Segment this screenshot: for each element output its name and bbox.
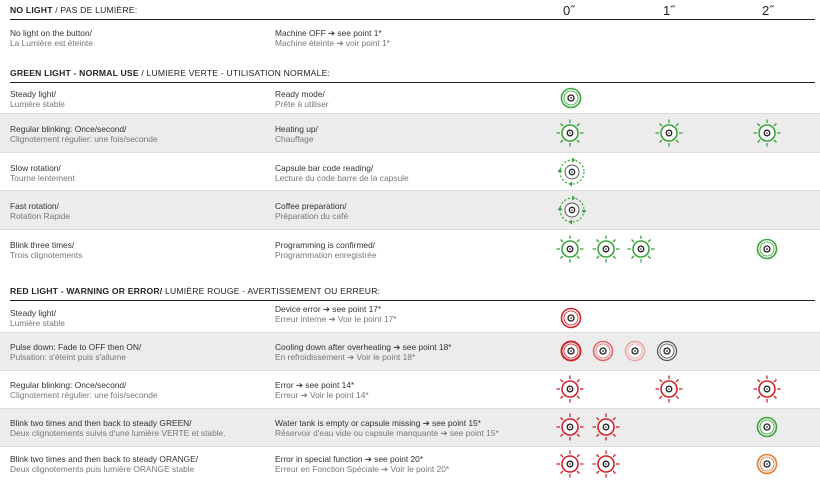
time-0-label: 0˝ [563, 3, 575, 18]
divider [0, 152, 820, 153]
row-meaning: Cooling down after overheating ➔ see point 18* [275, 342, 452, 352]
row-meaning: Coffee preparation/ [275, 201, 347, 211]
row-label-fr: Deux clignotements puis lumière ORANGE stable [10, 464, 195, 474]
button-blink-icon [592, 235, 620, 263]
red-title: RED LIGHT - WARNING OR ERROR/ [10, 286, 163, 296]
button-blink-icon [655, 119, 683, 147]
row-meaning-fr: Erreur interne ➔ Voir le point 17* [275, 314, 397, 324]
no-light-title-fr: / PAS DE LUMIÈRE: [55, 5, 138, 15]
button-steady-icon [756, 238, 778, 260]
row-meaning: Machine OFF ➔ see point 1* [275, 28, 382, 38]
row-meaning-fr: Lecture du code barre de la capsule [275, 173, 409, 183]
row-meaning-fr: Erreur ➔ Voir le point 14* [275, 390, 369, 400]
button-blink-icon [627, 235, 655, 263]
row-meaning-fr: Réservoir d'eau vide ou capsule manquante ➔ see point 15* [275, 428, 499, 438]
row-label: Steady light/ [10, 308, 57, 318]
button-blink-icon [592, 450, 620, 478]
red-row-blinking [0, 371, 820, 408]
no-light-title: NO LIGHT [10, 5, 53, 15]
no-light-row [0, 26, 820, 50]
row-meaning-fr: Machine éteinte ➔ voir point 1* [275, 38, 391, 48]
divider [0, 446, 820, 447]
row-label-fr: Tourne lentement [10, 173, 75, 183]
divider [0, 370, 820, 371]
row-meaning: Ready mode/ [275, 89, 325, 99]
red-row-pulse [0, 333, 820, 370]
row-label: Blink two times and then back to steady ORANGE/ [10, 454, 199, 464]
red-row-blink-two-green [0, 409, 820, 446]
row-meaning-fr: Prête à utiliser [275, 99, 329, 109]
button-steady-icon [560, 307, 582, 329]
button-blink-icon [556, 375, 584, 403]
row-meaning-fr: En refroidissement ➔ Voir le point 18* [275, 352, 416, 362]
row-label-fr: Deux clignotements suivis d'une lumière VERTE et stable. [10, 428, 226, 438]
divider [0, 190, 820, 191]
row-label-fr: Pulsation: s'éteint puis s'allume [10, 352, 126, 362]
button-blink-icon [592, 413, 620, 441]
button-fade-icon [624, 340, 646, 362]
row-meaning: Capsule bar code reading/ [275, 163, 374, 173]
red-section-header [10, 286, 815, 301]
button-blink-icon [556, 235, 584, 263]
green-row-fast-rotation [0, 191, 820, 229]
row-meaning: Error in special function ➔ see point 20* [275, 454, 424, 464]
row-label-fr: Trois clignotements [10, 250, 83, 260]
row-label: Slow rotation/ [10, 163, 61, 173]
row-meaning: Device error ➔ see point 17* [275, 304, 382, 314]
row-label: Blink three times/ [10, 240, 75, 250]
row-label: Pulse down: Fade to OFF then ON/ [10, 342, 142, 352]
row-label-fr: La Lumière est éteinte [10, 38, 93, 48]
row-meaning-fr: Erreur en Fonction Spéciale ➔ Voir le point 20* [275, 464, 450, 474]
button-fade-icon [560, 340, 582, 362]
button-steady-icon [756, 416, 778, 438]
button-rotate-icon [557, 195, 587, 225]
divider [0, 332, 820, 333]
red-row-blink-two-orange [0, 447, 820, 482]
row-label: Fast rotation/ [10, 201, 59, 211]
row-meaning: Programming is confirmed/ [275, 240, 376, 250]
button-steady-icon [560, 87, 582, 109]
button-fade-icon [592, 340, 614, 362]
row-meaning: Error ➔ see point 14* [275, 380, 355, 390]
button-blink-icon [753, 119, 781, 147]
button-blink-icon [556, 119, 584, 147]
row-label: Steady light/ [10, 89, 57, 99]
button-blink-icon [556, 413, 584, 441]
row-label-fr: Clignotement régulier: une fois/seconde [10, 134, 158, 144]
green-title-fr: / LUMIERE VERTE - UTILISATION NORMALE: [141, 68, 331, 78]
row-label: Regular blinking: Once/second/ [10, 124, 127, 134]
green-section-header [10, 68, 815, 83]
red-title-fr: LUMIÈRE ROUGE - AVERTISSEMENT OU ERREUR: [164, 286, 381, 296]
divider [0, 408, 820, 409]
time-2-label: 2˝ [762, 3, 774, 18]
row-meaning-fr: Préparation du café [275, 211, 349, 221]
row-label-fr: Lumière stable [10, 318, 65, 328]
button-steady-icon [756, 453, 778, 475]
row-meaning-fr: Chauffage [275, 134, 314, 144]
green-row-blink-three [0, 230, 820, 268]
green-row-slow-rotation [0, 153, 820, 190]
button-fade-icon [656, 340, 678, 362]
row-label-fr: Rotation Rapide [10, 211, 71, 221]
row-meaning-fr: Programmation enregistrée [275, 250, 377, 260]
button-blink-icon [655, 375, 683, 403]
row-label: No light on the button/ [10, 28, 92, 38]
row-label-fr: Clignotement régulier: une fois/seconde [10, 390, 158, 400]
green-row-blinking [0, 114, 820, 152]
green-row-steady [0, 83, 820, 113]
button-rotate-icon [557, 157, 587, 187]
row-label: Blink two times and then back to steady GREEN/ [10, 418, 192, 428]
red-row-steady [0, 302, 820, 332]
divider [0, 113, 820, 114]
row-meaning: Heating up/ [275, 124, 318, 134]
divider [0, 229, 820, 230]
row-meaning: Water tank is empty or capsule missing ➔ see point 15* [275, 418, 481, 428]
button-blink-icon [556, 450, 584, 478]
time-1-label: 1˝ [663, 3, 675, 18]
button-blink-icon [753, 375, 781, 403]
row-label-fr: Lumière stable [10, 99, 65, 109]
no-light-section-header [10, 5, 815, 20]
green-title: GREEN LIGHT - NORMAL USE [10, 68, 139, 78]
row-label: Regular blinking: Once/second/ [10, 380, 127, 390]
